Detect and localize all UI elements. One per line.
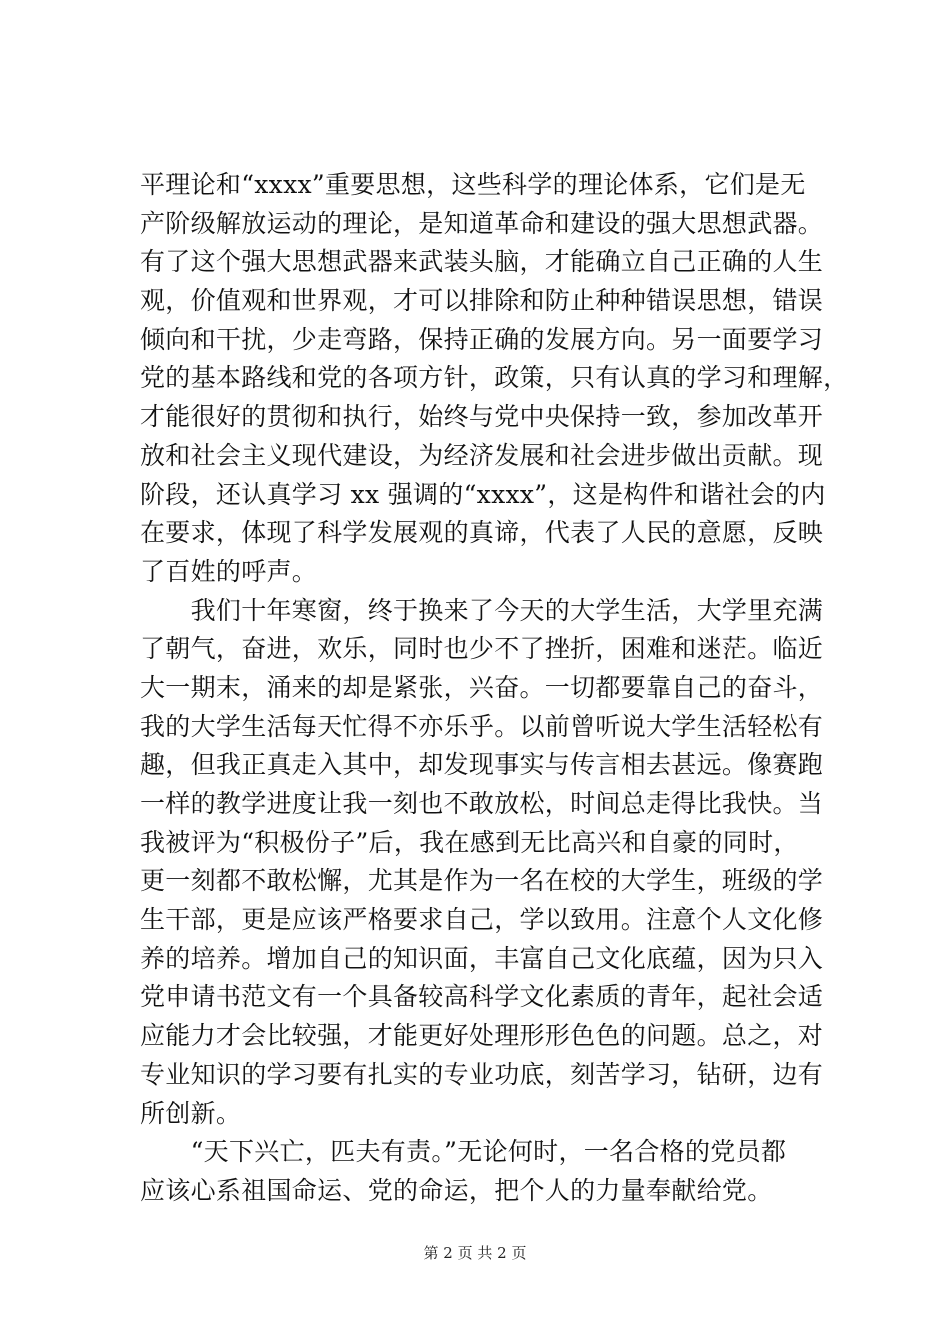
text-line: 所创新。 <box>140 1098 242 1128</box>
text-line: 了百姓的呼声。 <box>140 556 318 586</box>
text-line: 观，价值观和世界观，才可以排除和防止种种错误思想，错误 <box>140 286 824 316</box>
text-line: 才能很好的贯彻和执行，始终与党中央保持一致，参加改革开 <box>140 402 824 432</box>
text-line: “天下兴亡，匹夫有责。”无论何时，一名合格的党员都 <box>140 1137 787 1167</box>
text-line: 我们十年寒窗，终于换来了今天的大学生活，大学里充满 <box>140 595 824 625</box>
text-line: 生干部，更是应该严格要求自己，学以致用。注意个人文化修 <box>140 905 824 935</box>
text-line: 大一期末，涌来的却是紧张，兴奋。一切都要靠自己的奋斗， <box>140 672 824 702</box>
text-line: 专业知识的学习要有扎实的专业功底，刻苦学习，钻研，边有 <box>140 1059 824 1089</box>
text-line: 我被评为“积极份子”后，我在感到无比高兴和自豪的同时， <box>140 827 799 857</box>
text-line: 应该心系祖国命运、党的命运，把个人的力量奉献给党。 <box>140 1175 773 1205</box>
text-line: 倾向和干扰，少走弯路，保持正确的发展方向。另一面要学习 <box>140 324 824 354</box>
text-line: 应能力才会比较强，才能更好处理形形色色的问题。总之，对 <box>140 1021 824 1051</box>
text-line: 党的基本路线和党的各项方针，政策，只有认真的学习和理解， <box>140 363 849 393</box>
text-line: 产阶级解放运动的理论，是知道革命和建设的强大思想武器。 <box>140 208 824 238</box>
text-line: 趣，但我正真走入其中，却发现事实与传言相去甚远。像赛跑 <box>140 750 824 780</box>
text-line: 我的大学生活每天忙得不亦乐乎。以前曾听说大学生活轻松有 <box>140 711 824 741</box>
text-line: 一样的教学进度让我一刻也不敢放松，时间总走得比我快。当 <box>140 789 824 818</box>
text-line: 有了这个强大思想武器来武装头脑，才能确立自己正确的人生 <box>140 247 824 277</box>
text-line: 放和社会主义现代建设，为经济发展和社会进步做出贡献。现 <box>140 440 824 470</box>
document-body <box>140 166 849 1211</box>
page-number: 第 2 页 共 2 页 <box>423 1244 527 1262</box>
text-line: 更一刻都不敢松懈，尤其是作为一名在校的大学生，班级的学 <box>140 866 824 896</box>
text-line: 党申请书范文有一个具备较高科学文化素质的青年，起社会适 <box>140 982 824 1012</box>
text-line: 养的培养。增加自己的知识面，丰富自己文化底蕴，因为只入 <box>140 943 824 973</box>
text-line: 在要求，体现了科学发展观的真谛，代表了人民的意愿，反映 <box>140 518 824 548</box>
text-line: 了朝气，奋进，欢乐，同时也少不了挫折，困难和迷茫。临近 <box>140 634 824 664</box>
text-line: 阶段，还认真学习 xx 强调的“xxxx”，这是构件和谐社会的内 <box>140 479 826 509</box>
text-line: 平理论和“xxxx”重要思想，这些科学的理论体系，它们是无 <box>140 170 806 199</box>
